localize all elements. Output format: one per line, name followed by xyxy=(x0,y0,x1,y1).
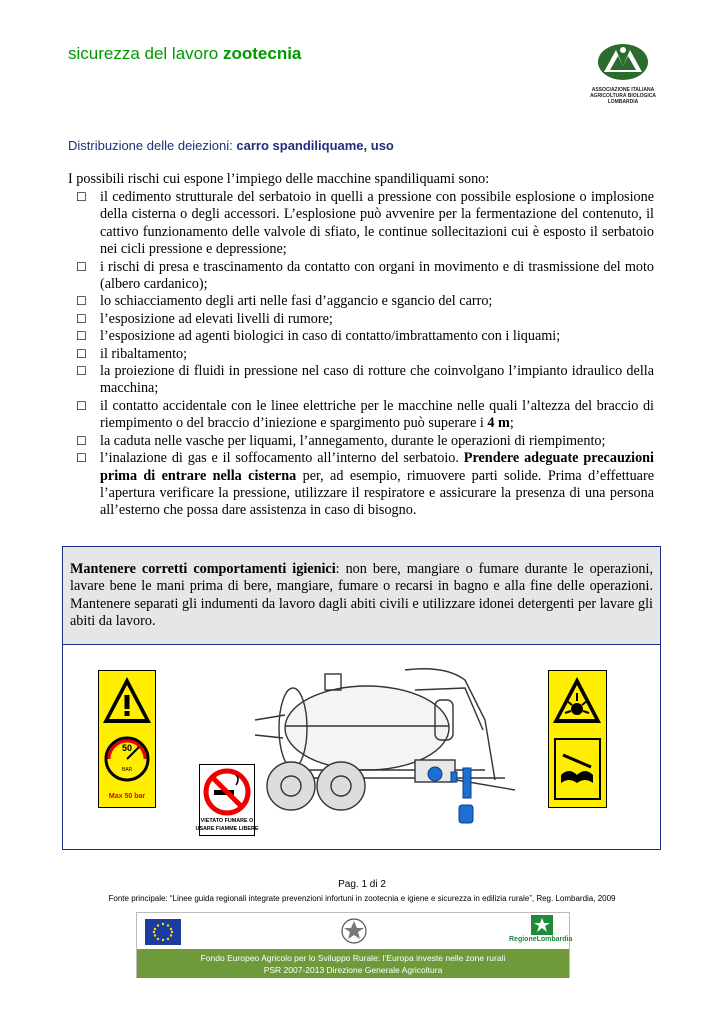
list-item: ☐ il cedimento strutturale del serbatoio in quelli a pressione con possibile esplosione o implosione della cisterna o degli accessori. L’esplosione può avvenire per la fermentazione del contenuto, il cattivo funzionamento delle valvole di sfiato, le continue sollecitazioni cui è esposto il serbatoio nei cicli pressione e depressione; xyxy=(76,189,654,258)
intro-text: I possibili rischi cui espone l’impiego delle macchine spandiliquami sono: xyxy=(68,171,490,187)
list-item: ☐ i rischi di presa e trascinamento da contatto con organi in movimento e di trasmissione del moto (albero cardanico); xyxy=(76,258,654,293)
slurry-tanker-illustration xyxy=(255,660,523,830)
list-item: ☐ la proiezione di fluidi in pressione nel caso di rotture che coinvolgano l’impianto idraulico della macchina; xyxy=(76,363,654,397)
hygiene-note: Mantenere corretti comportamenti igienici: non bere, mangiare o fumare durante le operazioni, lavare bene le mani prima di bere, mangiare, fumare o recarsi in bagno e alla fine delle operazioni. Mantenere separati gli indumenti da lavoro dagli abiti civili e utilizzare idonei detergenti per lavare gli abiti da lavoro. xyxy=(63,547,660,645)
box-bullet-icon: ☐ xyxy=(76,364,87,379)
no-smoking-sign xyxy=(195,764,259,836)
banner-strip: Fondo Europeo Agricolo per lo Sviluppo Rurale: l’Europa investe nelle zone rurali PSR 2007-2013 Direzione Generale Agricoltura xyxy=(137,949,569,978)
box-bullet-icon: ☐ xyxy=(76,190,87,204)
list-item: ☐ l’inalazione di gas e il soffocamento all’interno del serbatoio. Prendere adeguate precauzioni prima di entrare nella cisterna per, ad esempio, rimuovere parti solide. Prima d’effettuare l’apertura verificare la pressione, utilizzare il respiratore e assicurare la presenza di una persona all’esterno che possa dare assistenza in caso di bisogno. xyxy=(76,450,655,519)
explosion-warning-icon xyxy=(553,677,601,723)
warning-triangle-icon xyxy=(103,677,151,723)
read-manual-icon xyxy=(555,739,600,799)
box-bullet-icon: ☐ xyxy=(76,346,87,361)
no-smoking-line1: VIETATO FUMARE O xyxy=(200,818,254,824)
list-item: ☐ la caduta nelle vasche per liquami, l’annegamento, durante le operazioni di riempimento; xyxy=(76,432,606,449)
list-item: ☐ l’esposizione ad agenti biologici in caso di contatto/imbrattamento con i liquami; xyxy=(76,328,561,345)
explosion-warning-sign xyxy=(548,670,607,808)
region-label: RegioneLombardia xyxy=(509,936,573,943)
box-bullet-icon: ☐ xyxy=(76,311,87,326)
logo-text: ASSOCIAZIONE ITALIANA AGRICOLTURA BIOLOGICA LOMBARDIA xyxy=(589,87,657,105)
section-title: Distribuzione delle deiezioni: carro spandiliquame, uso xyxy=(68,138,394,153)
max-pressure-label: Max 50 bar xyxy=(108,793,146,800)
risk-list xyxy=(68,189,654,520)
header-title: sicurezza del lavoro zootecnia xyxy=(68,44,302,63)
gauge-unit: BAR xyxy=(121,767,133,773)
box-bullet-icon: ☐ xyxy=(76,398,87,413)
lombardia-logo-icon xyxy=(531,915,553,935)
box-bullet-icon: ☐ xyxy=(76,294,87,309)
no-smoking-icon xyxy=(206,771,248,813)
box-bullet-icon: ☐ xyxy=(76,433,87,448)
no-smoking-line2: USARE FIAMME LIBERE xyxy=(195,826,259,832)
box-bullet-icon: ☐ xyxy=(76,329,87,344)
aiab-logo xyxy=(588,42,658,120)
list-item: ☐ l’esposizione ad elevati livelli di rumore; xyxy=(76,310,333,327)
gauge-number: 50 xyxy=(121,743,133,753)
list-item: ☐ lo schiacciamento degli arti nelle fasi d’aggancio e sgancio del carro; xyxy=(76,293,493,310)
list-item: ☐ il contatto accidentale con le linee elettriche per le macchine nelle quali l’altezza del braccio di riempimento o del braccio d’iniezione e spargimento può superare i 4 m; xyxy=(76,397,654,432)
funding-banner xyxy=(136,912,573,978)
box-bullet-icon: ☐ xyxy=(76,259,87,274)
list-item: ☐ il ribaltamento; xyxy=(76,345,188,362)
pressure-warning-sign xyxy=(98,670,156,808)
aiab-logo-icon xyxy=(596,42,650,82)
italian-emblem-icon xyxy=(340,916,368,946)
page-number: Pag. 1 di 2 xyxy=(338,879,386,890)
eu-flag-icon xyxy=(145,919,181,945)
box-bullet-icon: ☐ xyxy=(76,451,87,466)
source-note: Fonte principale: “Linee guida regionali integrate prevenzioni infortuni in zootecnia e igiene e sicurezza in edilizia rurale”, Reg. Lombardia, 2009 xyxy=(108,894,616,903)
